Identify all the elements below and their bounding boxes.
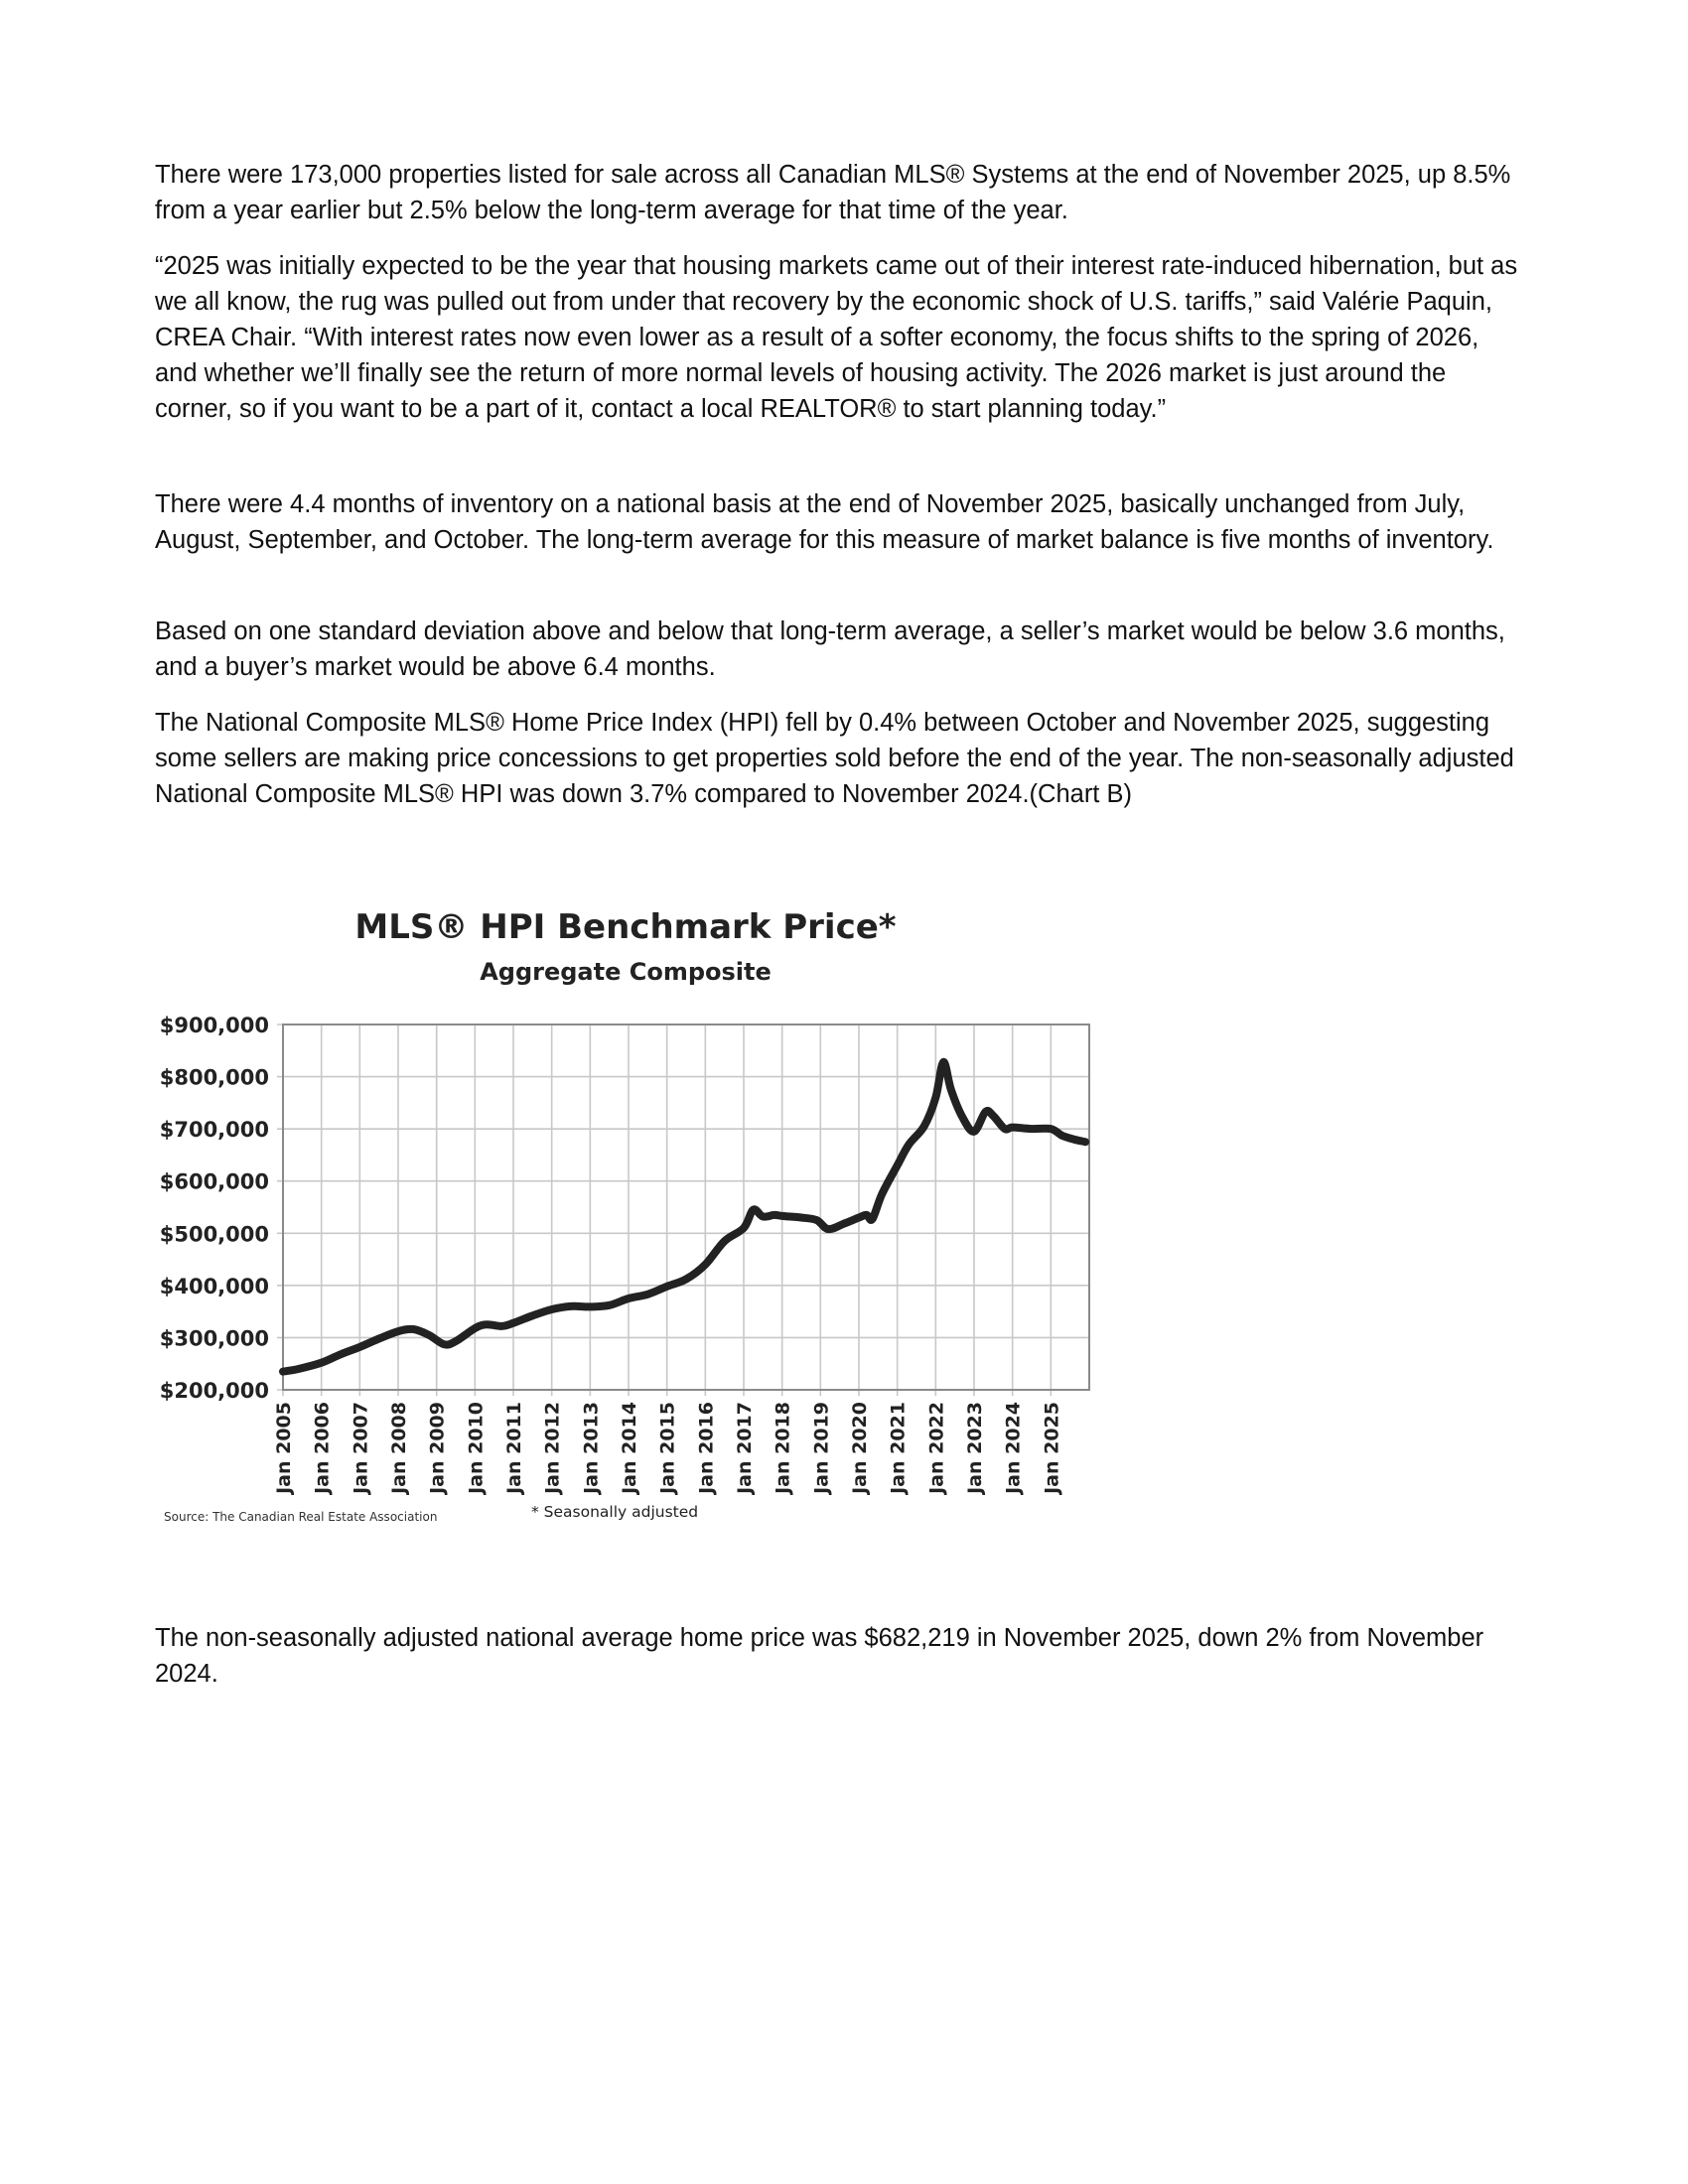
y-tick-label: $700,000	[159, 1118, 269, 1143]
x-tick-label: Jan 2016	[695, 1402, 718, 1494]
chart-grid	[277, 1024, 1089, 1396]
x-tick-label: Jan 2009	[426, 1402, 449, 1494]
paragraph-average-price: The non-seasonally adjusted national average home price was $682,219 in November 2025, down 2% from November 2024.	[155, 1624, 1484, 1688]
y-tick-label: $500,000	[159, 1222, 269, 1247]
paragraph-crea-quote: “2025 was initially expected to be the year that housing markets came out of their interest rate-induced hibernation, but as we all know, the rug was pulled out from under that recovery by the economic shock of U.S. tariffs,” said Valérie Paquin, CREA Chair. “With interest rates now even lower as a result of a softer economy, the focus shifts to the spring of 2026, and whether we’ll finally see the return of more normal levels of housing activity. The 2026 market is just around the corner, so if you want to be a part of it, contact a local REALTOR® to start planning today.”	[155, 252, 1518, 423]
chart-footnote: * Seasonally adjusted	[531, 1503, 699, 1521]
y-axis	[160, 1014, 269, 1403]
paragraph-inventory: There were 4.4 months of inventory on a national basis at the end of November 2025, basically unchanged from July, August, September, and October. The long-term average for this measure of market balance is five months of inventory.	[155, 490, 1494, 554]
paragraph-market-balance: Based on one standard deviation above and below that long-term average, a seller’s market would be below 3.6 months, and a buyer’s market would be above 6.4 months.	[155, 617, 1505, 681]
x-tick-label: Jan 2021	[887, 1402, 910, 1494]
x-tick-label: Jan 2010	[465, 1402, 488, 1494]
chart-title: MLS® HPI Benchmark Price*	[354, 907, 897, 947]
y-tick-label: $900,000	[159, 1014, 269, 1037]
x-tick-label: Jan 2023	[964, 1402, 986, 1494]
x-tick-label: Jan 2025	[1041, 1402, 1063, 1494]
x-axis	[273, 1402, 1062, 1496]
y-tick-label: $600,000	[159, 1169, 269, 1194]
x-tick-label: Jan 2005	[273, 1402, 295, 1494]
chart-source: Source: The Canadian Real Estate Association	[164, 1510, 438, 1524]
x-tick-label: Jan 2022	[925, 1402, 948, 1494]
x-tick-label: Jan 2014	[619, 1402, 640, 1494]
x-tick-label: Jan 2015	[656, 1402, 679, 1494]
x-tick-label: Jan 2018	[772, 1402, 794, 1494]
chart-subtitle: Aggregate Composite	[480, 958, 772, 986]
x-tick-label: Jan 2008	[388, 1402, 410, 1494]
x-tick-label: Jan 2013	[580, 1402, 603, 1494]
x-tick-label: Jan 2017	[734, 1402, 756, 1494]
x-tick-label: Jan 2024	[1002, 1402, 1025, 1494]
x-tick-label: Jan 2020	[849, 1402, 871, 1494]
x-tick-label: Jan 2007	[350, 1402, 372, 1494]
x-tick-label: Jan 2006	[311, 1402, 334, 1494]
y-tick-label: $300,000	[159, 1326, 269, 1351]
hpi-line	[283, 1062, 1085, 1372]
y-tick-label: $800,000	[159, 1065, 269, 1090]
paragraph-listings: There were 173,000 properties listed for sale across all Canadian MLS® Systems at the end of November 2025, up 8.5% from a year earlier but 2.5% below the long-term average for that time of the year.	[155, 161, 1511, 224]
y-tick-label: $200,000	[159, 1379, 269, 1403]
x-tick-label: Jan 2019	[810, 1402, 833, 1494]
y-tick-label: $400,000	[159, 1274, 269, 1298]
x-tick-label: Jan 2011	[503, 1402, 525, 1494]
x-tick-label: Jan 2012	[541, 1402, 564, 1494]
paragraph-hpi: The National Composite MLS® Home Price Index (HPI) fell by 0.4% between October and November 2025, suggesting some sellers are making price concessions to get properties sold before the end of the year. The non-seasonally adjusted National Composite MLS® HPI was down 3.7% compared to November 2024.(Chart B)	[155, 709, 1514, 808]
